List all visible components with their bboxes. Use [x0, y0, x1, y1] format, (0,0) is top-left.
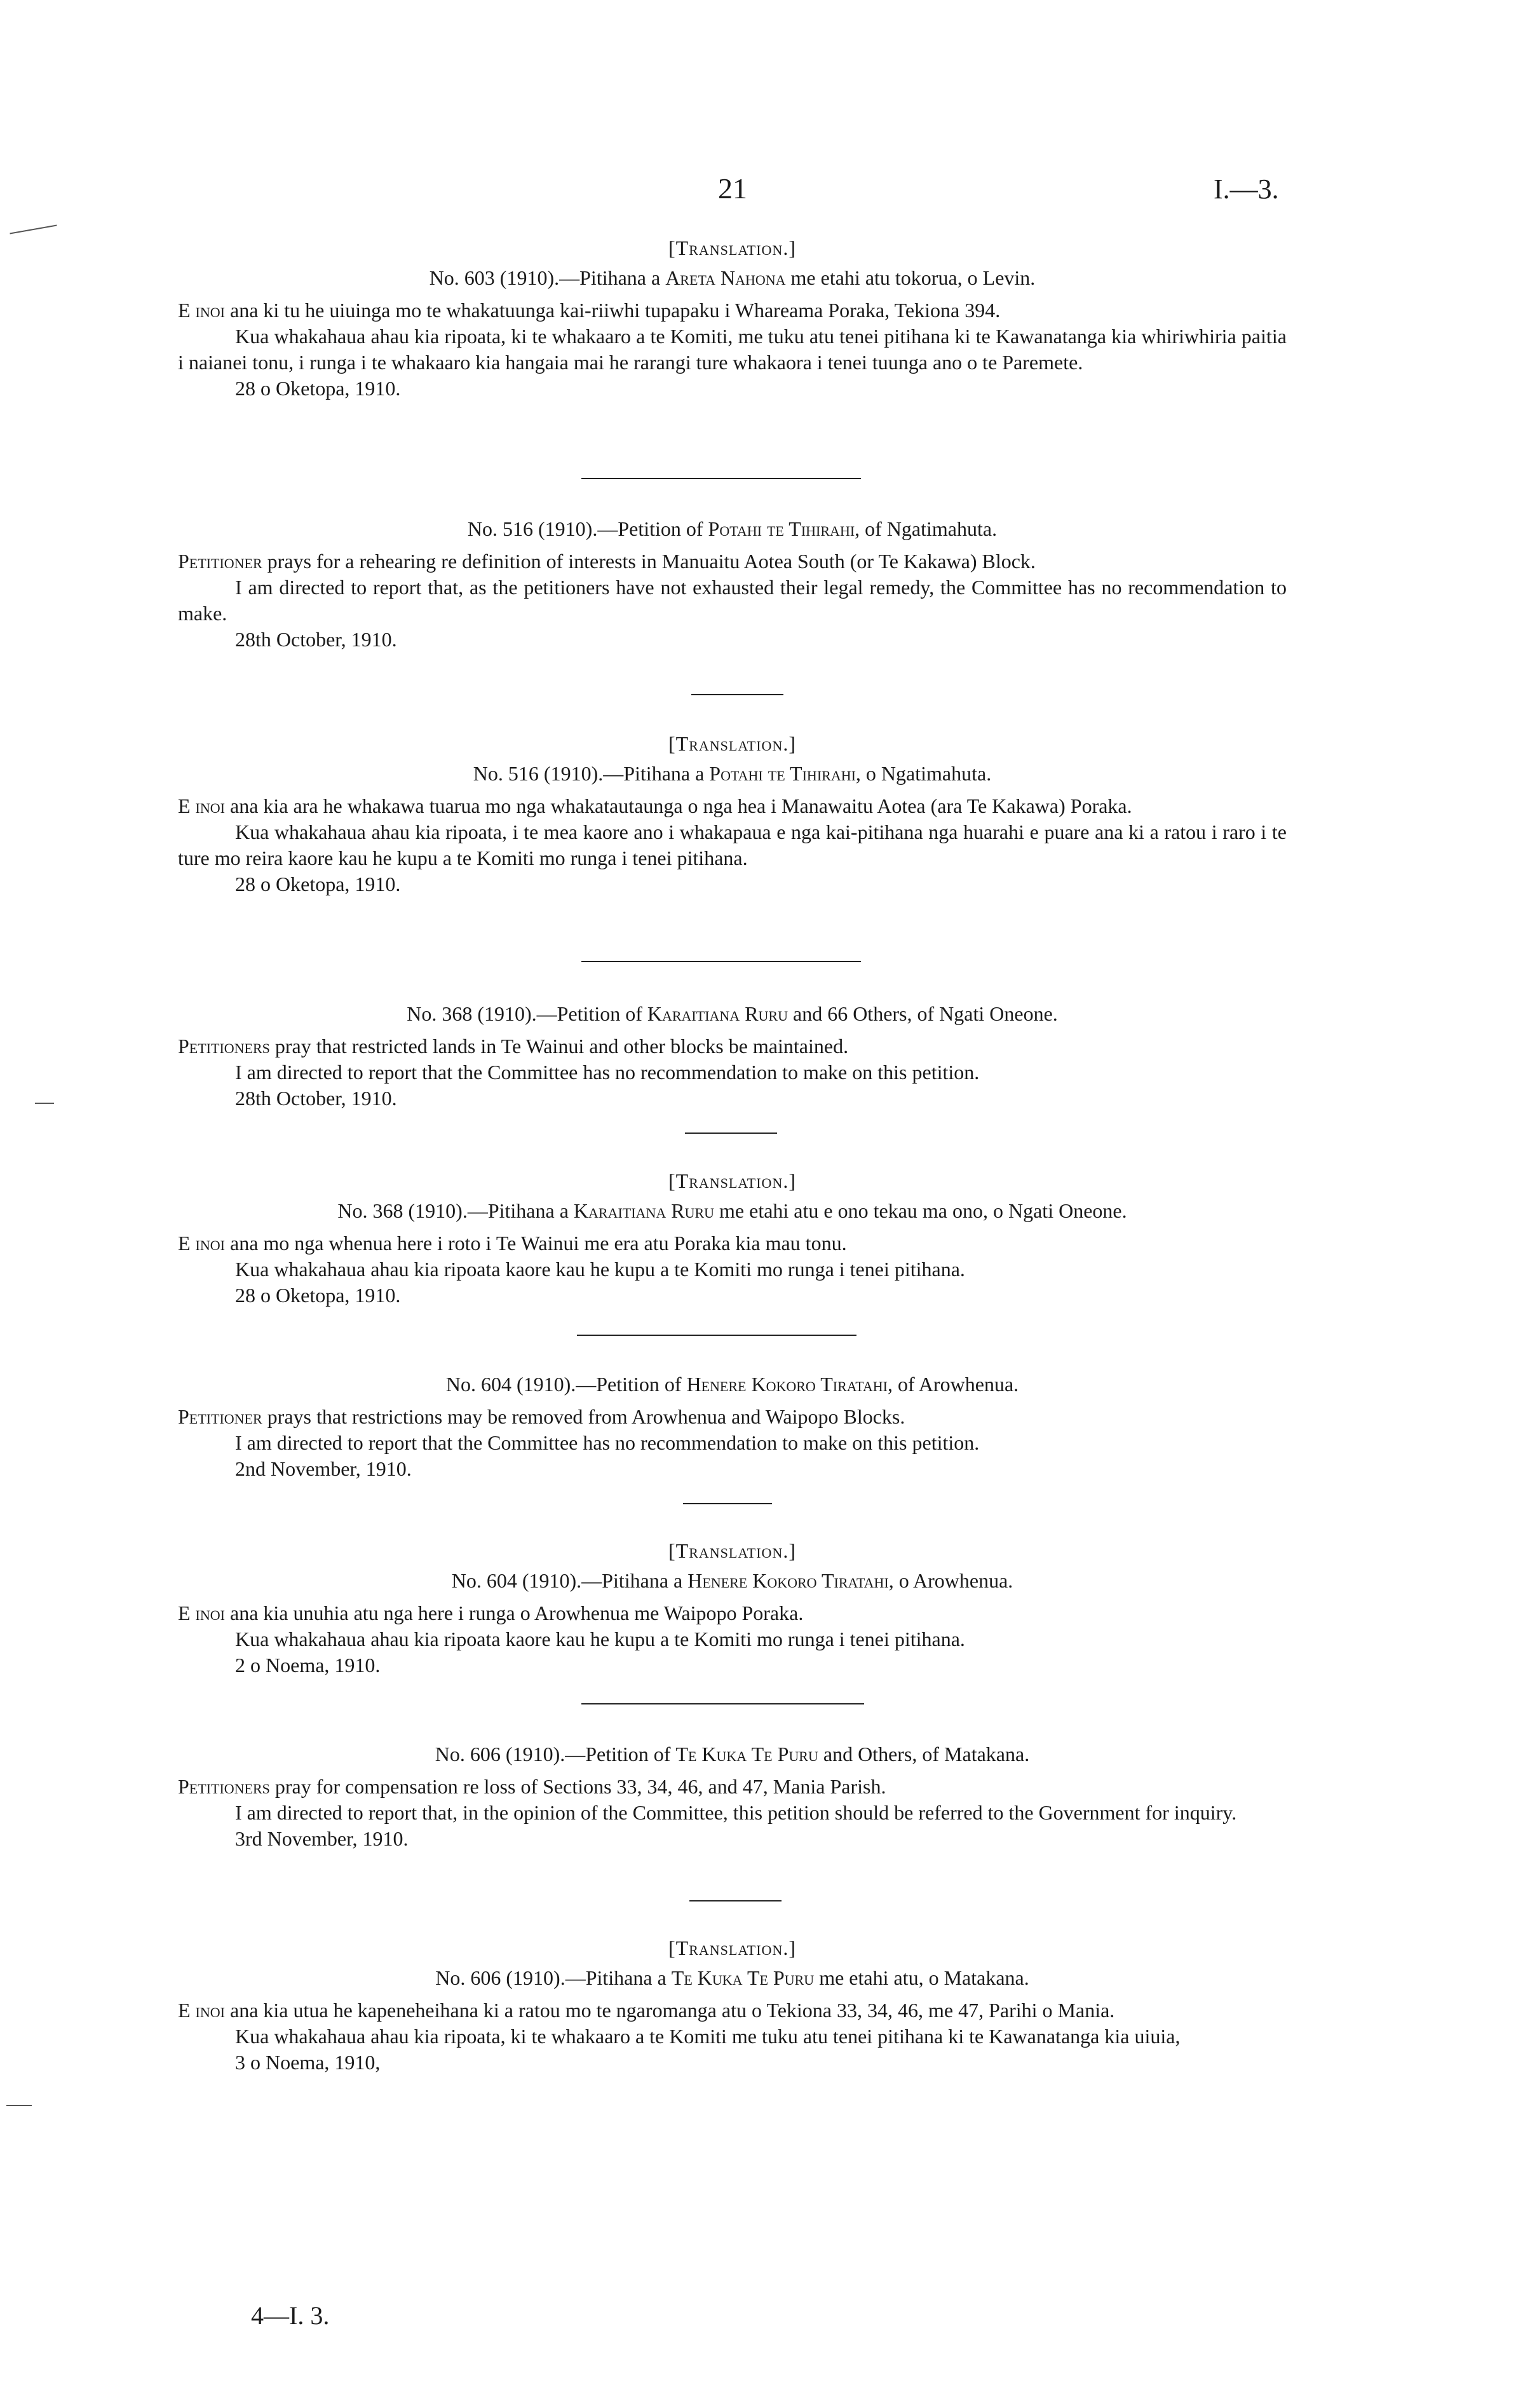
petition-516-translation: [178, 731, 1287, 897]
petition-prayer: [178, 297, 1287, 323]
petitioner-name: Te Kuka Te Puru: [675, 1743, 818, 1765]
committee-report: Kua whakahaua ahau kia ripoata kaore kau he kupu a te Komiti mo runga i tenei pitihana.: [235, 1628, 965, 1650]
petition-prayer: [178, 1600, 1287, 1626]
prayer-lead: E inoi: [178, 299, 225, 322]
prayer-text: ana mo nga whenua here i roto i Te Wainui me era atu Poraka kia mau tonu.: [224, 1232, 847, 1255]
petition-606: [178, 1741, 1287, 1852]
petition-prayer: [178, 1033, 1287, 1059]
heading-place: , o Arowhenua.: [888, 1569, 1013, 1592]
margin-mark: [35, 1103, 54, 1104]
heading-number: No. 368 (1910).—Petition of: [407, 1002, 647, 1025]
committee-report: I am directed to report that the Committee has no recommendation to make on this petition.: [235, 1431, 980, 1454]
petitioner-name: Henere Kokoro Tiratahi: [687, 1569, 889, 1592]
petition-heading: [178, 1198, 1287, 1224]
prayer-lead: E inoi: [178, 1999, 225, 2022]
petition-prayer: [178, 793, 1287, 819]
report-date: 3 o Noema, 1910,: [235, 2051, 381, 2074]
report-date: 28 o Oketopa, 1910.: [235, 1284, 401, 1307]
committee-report: I am directed to report that the Committee has no recommendation to make on this petition.: [235, 1061, 980, 1084]
section-divider: [685, 1133, 777, 1134]
prayer-lead: Petitioners: [178, 1035, 270, 1058]
translation-label: [Translation.]: [668, 236, 796, 259]
translation-label: [Translation.]: [668, 1539, 796, 1562]
petition-368-translation: [178, 1168, 1287, 1309]
petition-prayer: [178, 548, 1287, 575]
report-date: 2 o Noema, 1910.: [235, 1654, 381, 1677]
petitioner-name: Henere Kokoro Tiratahi: [686, 1373, 888, 1396]
report-date: 28th October, 1910.: [235, 628, 397, 651]
section-divider: [577, 1335, 856, 1336]
petition-368: [178, 1001, 1287, 1112]
prayer-lead: Petitioner: [178, 1405, 262, 1428]
heading-place: me etahi atu e ono tekau ma ono, o Ngati Oneone.: [714, 1199, 1127, 1222]
petition-heading: [178, 1965, 1287, 1991]
committee-report: Kua whakahaua ahau kia ripoata, ki te whakaaro a te Komiti me tuku atu tenei pitihana ki te Kawanatanga kia uiuia,: [235, 2025, 1181, 2048]
heading-number: No. 516 (1910).—Pitihana a: [473, 762, 710, 785]
prayer-text: prays that restrictions may be removed from Arowhenua and Waipopo Blocks.: [262, 1405, 905, 1428]
heading-number: No. 606 (1910).—Petition of: [435, 1743, 676, 1765]
petitioner-name: Areta Nahona: [665, 266, 786, 289]
heading-place: me etahi atu tokorua, o Levin.: [785, 266, 1036, 289]
committee-report: I am directed to report that, as the petitioners have not exhausted their legal remedy, the Committee has no recommendation to make.: [178, 576, 1287, 625]
heading-place: , of Arowhenua.: [888, 1373, 1019, 1396]
petition-604-translation: [178, 1538, 1287, 1678]
petition-heading: [178, 1001, 1287, 1027]
petitioner-name: Karaitiana Ruru: [647, 1002, 788, 1025]
heading-place: , of Ngatimahuta.: [855, 517, 998, 540]
petition-prayer: [178, 1230, 1287, 1256]
report-date: 28th October, 1910.: [235, 1087, 397, 1110]
prayer-lead: E inoi: [178, 1232, 225, 1255]
heading-number: No. 516 (1910).—Petition of: [467, 517, 708, 540]
petition-516: [178, 516, 1287, 653]
report-date: 2nd November, 1910.: [235, 1457, 412, 1480]
report-date: 28 o Oketopa, 1910.: [235, 377, 401, 400]
translation-label: [Translation.]: [668, 1169, 796, 1192]
petition-606-translation: [178, 1935, 1287, 2076]
translation-label: [Translation.]: [668, 732, 796, 755]
petition-heading: [178, 761, 1287, 787]
paper-code: I.—3.: [1214, 173, 1279, 205]
heading-number: No. 368 (1910).—Pitihana a: [337, 1199, 574, 1222]
page-number: 21: [718, 172, 747, 205]
petition-604: [178, 1371, 1287, 1482]
heading-number: No. 604 (1910).—Pitihana a: [451, 1569, 688, 1592]
section-divider: [691, 694, 783, 695]
prayer-text: pray that restricted lands in Te Wainui and other blocks be maintained.: [269, 1035, 849, 1058]
prayer-text: pray for compensation re loss of Sections 33, 34, 46, and 47, Mania Parish.: [269, 1775, 886, 1798]
committee-report: Kua whakahaua ahau kia ripoata, ki te whakaaro a te Komiti, me tuku atu tenei pitihana ki te Kawanatanga kia whiriwhiria paitia i naianei tonu, i runga i te whakaaro kia hangaia mai he rarangi ture whakaora i tenei tuunga ano o te Paremete.: [178, 325, 1287, 374]
heading-place: , o Ngatimahuta.: [855, 762, 992, 785]
heading-number: No. 603 (1910).—Pitihana a: [429, 266, 666, 289]
prayer-lead: Petitioners: [178, 1775, 270, 1798]
petitioner-name: Karaitiana Ruru: [573, 1199, 715, 1222]
sheet-signature: 4—I. 3.: [251, 2301, 330, 2330]
petitioner-name: Potahi te Tihirahi: [709, 762, 856, 785]
heading-place: me etahi atu, o Matakana.: [814, 1966, 1029, 1989]
section-divider: [683, 1503, 772, 1504]
petition-prayer: [178, 1774, 1287, 1800]
petition-603-translation: [178, 235, 1287, 402]
petition-prayer: [178, 1404, 1287, 1430]
prayer-lead: E inoi: [178, 1602, 225, 1624]
margin-mark: [6, 2105, 32, 2106]
section-divider: [581, 478, 861, 479]
heading-number: No. 604 (1910).—Petition of: [445, 1373, 687, 1396]
section-divider: [581, 1703, 864, 1704]
committee-report: Kua whakahaua ahau kia ripoata, i te mea kaore ano i whakapaua e nga kai-pitihana nga huarahi e puare ana ki a ratou i raro i te ture mo reira kaore kau he kupu a te Komiti mo runga i tenei pitihana.: [178, 820, 1287, 869]
prayer-text: prays for a rehearing re definition of interests in Manuaitu Aotea South (or Te Kakawa) Block.: [262, 550, 1036, 573]
committee-report: Kua whakahaua ahau kia ripoata kaore kau he kupu a te Komiti mo runga i tenei pitihana.: [235, 1258, 965, 1281]
prayer-text: ana ki tu he uiuinga mo te whakatuunga kai-riiwhi tupapaku i Whareama Poraka, Tekiona 394.: [224, 299, 1001, 322]
heading-number: No. 606 (1910).—Pitihana a: [435, 1966, 672, 1989]
committee-report: I am directed to report that, in the opinion of the Committee, this petition should be referred to the Government for inquiry.: [235, 1801, 1237, 1824]
petitioner-name: Te Kuka Te Puru: [671, 1966, 815, 1989]
petition-heading: [178, 516, 1287, 542]
petitioner-name: Potahi te Tihirahi: [708, 517, 855, 540]
prayer-lead: Petitioner: [178, 550, 262, 573]
petition-heading: [178, 1568, 1287, 1594]
petition-heading: [178, 1371, 1287, 1398]
prayer-text: ana kia ara he whakawa tuarua mo nga whakatautaunga o nga hea i Manawaitu Aotea (ara Te Kakawa) Poraka.: [224, 794, 1132, 817]
heading-place: and Others, of Matakana.: [818, 1743, 1030, 1765]
prayer-text: ana kia unuhia atu nga here i runga o Arowhenua me Waipopo Poraka.: [224, 1602, 804, 1624]
report-date: 3rd November, 1910.: [235, 1827, 409, 1850]
translation-label: [Translation.]: [668, 1936, 796, 1959]
section-divider: [689, 1900, 782, 1901]
section-divider: [581, 961, 861, 962]
report-date: 28 o Oketopa, 1910.: [235, 873, 401, 895]
petition-heading: [178, 1741, 1287, 1767]
margin-mark: [10, 225, 57, 235]
petition-prayer: [178, 1997, 1287, 2024]
heading-place: and 66 Others, of Ngati Oneone.: [787, 1002, 1058, 1025]
prayer-lead: E inoi: [178, 794, 225, 817]
petition-heading: [178, 265, 1287, 291]
prayer-text: ana kia utua he kapeneheihana ki a ratou mo te ngaromanga atu o Tekiona 33, 34, 46, me 47, Parihi o Mania.: [224, 1999, 1115, 2022]
